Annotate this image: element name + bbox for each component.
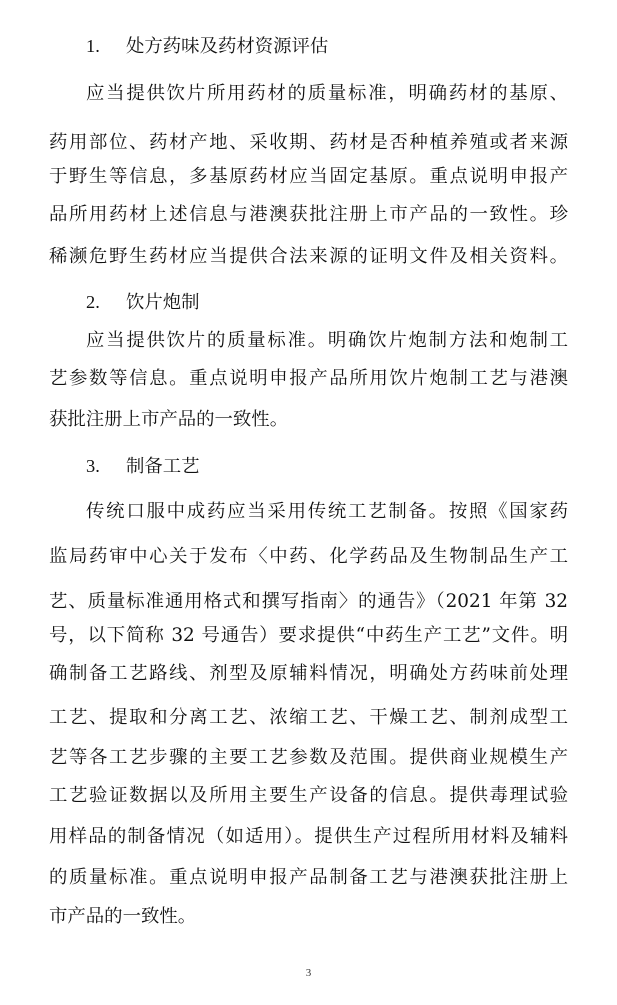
- paragraph-line: 应当提供饮片的质量标准。明确饮片炮制方法和炮制工: [86, 330, 568, 351]
- section-heading-3: [86, 451, 200, 481]
- paragraph-line: 监局药审中心关于发布〈中药、化学药品及生物制品生产工: [49, 546, 568, 567]
- section-title: 处方药味及药材资源评估: [126, 36, 329, 57]
- paragraph-line: 的质量标准。重点说明申报产品制备工艺与港澳获批注册上: [49, 867, 568, 888]
- paragraph-line: 传统口服中成药应当采用传统工艺制备。按照《国家药: [86, 501, 568, 522]
- section-heading-1: [86, 31, 328, 61]
- section-number: 3.: [86, 456, 100, 476]
- paragraph-line: 于野生等信息，多基原药材应当固定基原。重点说明申报产: [49, 166, 568, 187]
- paragraph-line: 品所用药材上述信息与港澳获批注册上市产品的一致性。珍: [49, 204, 568, 225]
- paragraph-line: 艺参数等信息。重点说明申报产品所用饮片炮制工艺与港澳: [49, 368, 568, 389]
- section-title: 饮片炮制: [126, 292, 200, 313]
- section-title: 制备工艺: [126, 456, 200, 477]
- paragraph-line: 号，以下简称 32 号通告）要求提供“中药生产工艺”文件。明: [49, 625, 568, 646]
- paragraph-line: 艺、质量标准通用格式和撰写指南〉的通告》（2021 年第 32: [49, 591, 568, 612]
- page-number: 3: [305, 967, 312, 979]
- paragraph-line: 稀濒危野生药材应当提供合法来源的证明文件及相关资料。: [49, 246, 568, 267]
- paragraph-line: 艺等各工艺步骤的主要工艺参数及范围。提供商业规模生产: [49, 747, 568, 768]
- paragraph-line: 确制备工艺路线、剂型及原辅料情况，明确处方药味前处理: [49, 663, 568, 684]
- paragraph-line: 药用部位、药材产地、采收期、药材是否种植养殖或者来源: [49, 132, 568, 153]
- paragraph-line: 获批注册上市产品的一致性。: [49, 409, 289, 430]
- paragraph-line: 工艺验证数据以及所用主要生产设备的信息。提供毒理试验: [49, 785, 568, 806]
- paragraph-line: 用样品的制备情况（如适用）。提供生产过程所用材料及辅料: [49, 826, 568, 847]
- paragraph-line: 工艺、提取和分离工艺、浓缩工艺、干燥工艺、制剂成型工: [49, 707, 568, 728]
- paragraph-line: 应当提供饮片所用药材的质量标准，明确药材的基原、: [86, 83, 568, 104]
- section-heading-2: [86, 287, 200, 317]
- paragraph-line: 市产品的一致性。: [49, 906, 197, 927]
- section-number: 1.: [86, 36, 100, 56]
- section-number: 2.: [86, 292, 100, 312]
